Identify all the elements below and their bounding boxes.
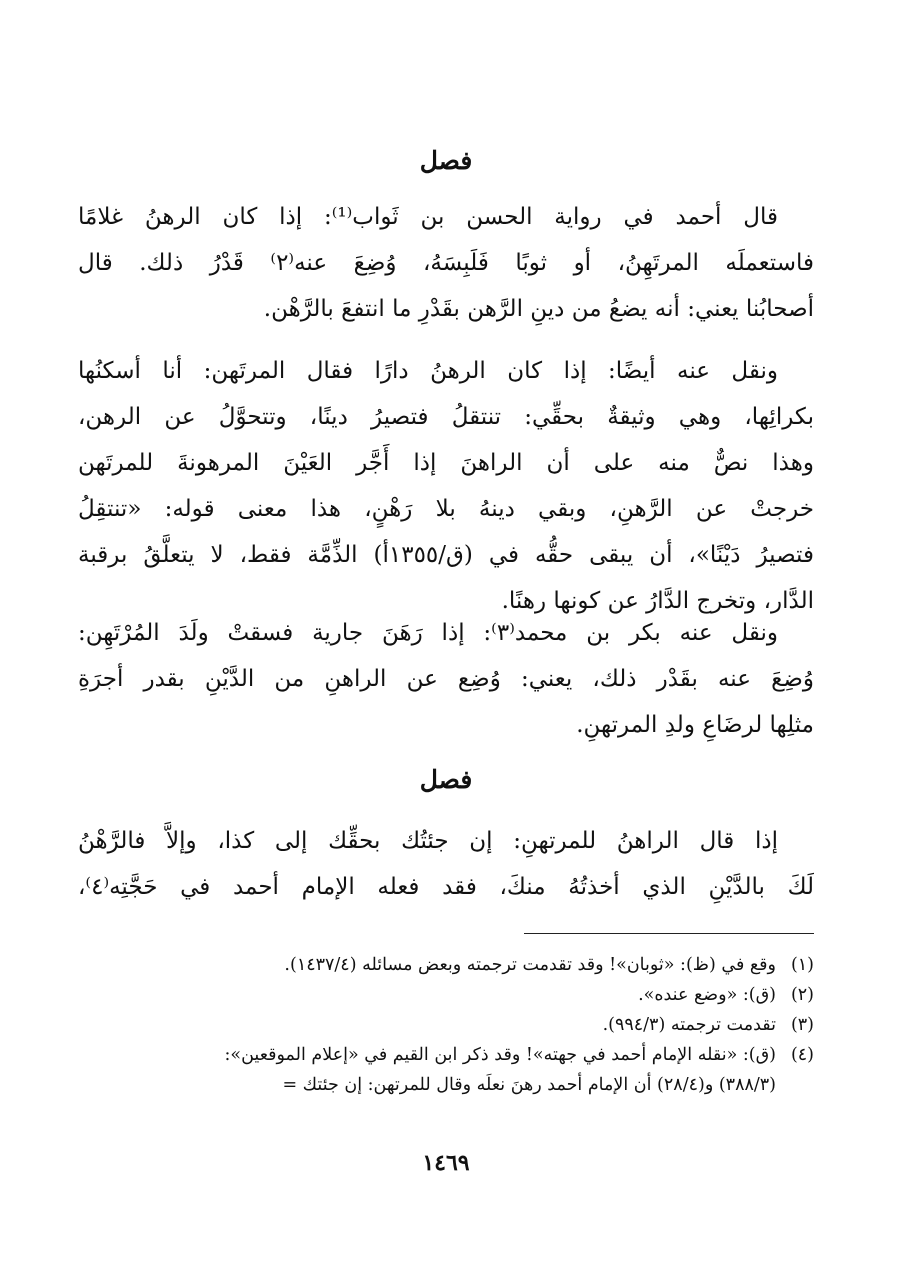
footnote-text xyxy=(78,980,776,1010)
text-line: لَكَ بالدَّيْنِ الذي أخذتُهُ منكَ، فقد فعله الإمام أحمد في حَجَّتِه⁽٤⁾، xyxy=(78,874,814,900)
text-line: ونقل عنه بكر بن محمد⁽٣⁾: إذا رَهَنَ جارية فسقتْ ولَدَ المُرْتَهِن: xyxy=(78,620,778,646)
text-line: قال أحمد في رواية الحسن بن ثَواب⁽¹⁾: إذا كان الرهنُ غلامًا xyxy=(78,204,778,230)
paragraph xyxy=(78,348,814,624)
text-line: إذا قال الراهنُ للمرتهنِ: إن جئتُك بحقِّك إلى كذا، وإلاَّ فالرَّهْنُ xyxy=(78,828,778,854)
footnote-number: (١) xyxy=(790,955,814,975)
footnote-divider xyxy=(524,933,814,934)
page-number: ١٤٦٩ xyxy=(422,1150,470,1176)
footnote-number: (٤) xyxy=(790,1045,814,1065)
paragraph xyxy=(78,194,814,332)
footnote xyxy=(78,1010,814,1040)
footnote xyxy=(78,950,814,980)
footnote xyxy=(78,1040,814,1100)
paragraph xyxy=(78,610,814,748)
text-line: وهذا نصٌّ منه على أن الراهنَ إذا أَجَّر العَيْنَ المرهونةَ للمرتَهن xyxy=(78,450,814,476)
text-line: ونقل عنه أيضًا: إذا كان الرهنُ دارًا فقال المرتَهن: أنا أسكنُها xyxy=(78,358,778,384)
text-line: الدَّار، وتخرج الدَّارُ عن كونها رهنًا. xyxy=(501,588,814,614)
text-line: مثلِها لرضَاعِ ولدِ المرتهنِ. xyxy=(576,712,814,738)
footnote-text xyxy=(78,1040,776,1100)
text-line: أصحابُنا يعني: أنه يضعُ من دينِ الرَّهن بقَدْرِ ما انتفعَ بالرَّهْن. xyxy=(263,296,814,322)
footnote-line: (٣٨٨/٣) و(٢٨/٤) أن الإمام أحمد رهنَ نعلَه وقال للمرتهن: إن جئتك = xyxy=(282,1075,776,1095)
text-line: بكرائِها، وهي وثيقةٌ بحقِّي: تنتقلُ فتصيرُ دينًا، وتتحوَّلُ عن الرهن، xyxy=(78,404,814,430)
text-line: فاستعملَه المرتَهِنُ، أو ثوبًا فَلَبِسَهُ، وُضِعَ عنه⁽٢⁾ قَدْرُ ذلك. قال xyxy=(78,250,814,276)
section-heading: فصل xyxy=(419,146,473,175)
paragraph xyxy=(78,818,814,910)
footnote-number: (٣) xyxy=(790,1015,814,1035)
text-line: وُضِعَ عنه بقَدْر ذلك، يعني: وُضِع عن الراهنِ من الدَّيْنِ بقدر أجرَةِ xyxy=(78,666,814,692)
footnote-text xyxy=(78,950,776,980)
footnotes xyxy=(78,950,814,1100)
text-line: فتصيرُ دَيْنًا»، أن يبقى حقُّه في (ق/١٣٥٥أ) الذِّمَّة فقط، لا يتعلَّقُ برقبة xyxy=(78,542,814,568)
footnote-line: (ق): «وضع عنده». xyxy=(638,985,776,1005)
footnote-line: تقدمت ترجمته (٩٩٤/٣). xyxy=(602,1015,776,1035)
footnote-line: (ق): «نقله الإمام أحمد في جهته»! وقد ذكر ابن القيم في «إعلام الموقعين»: xyxy=(224,1045,776,1065)
footnote-text xyxy=(78,1010,776,1040)
footnote xyxy=(78,980,814,1010)
section-heading: فصل xyxy=(419,765,473,794)
footnote-line: وقع في (ظ): «ثوبان»! وقد تقدمت ترجمته وبعض مسائله (١٤٣٧/٤). xyxy=(284,955,776,975)
text-line: خرجتْ عن الرَّهنِ، وبقي دينهُ بلا رَهْنٍ، هذا معنى قوله: «تنتقِلُ xyxy=(78,496,814,522)
book-page xyxy=(78,0,814,1271)
footnote-number: (٢) xyxy=(790,985,814,1005)
